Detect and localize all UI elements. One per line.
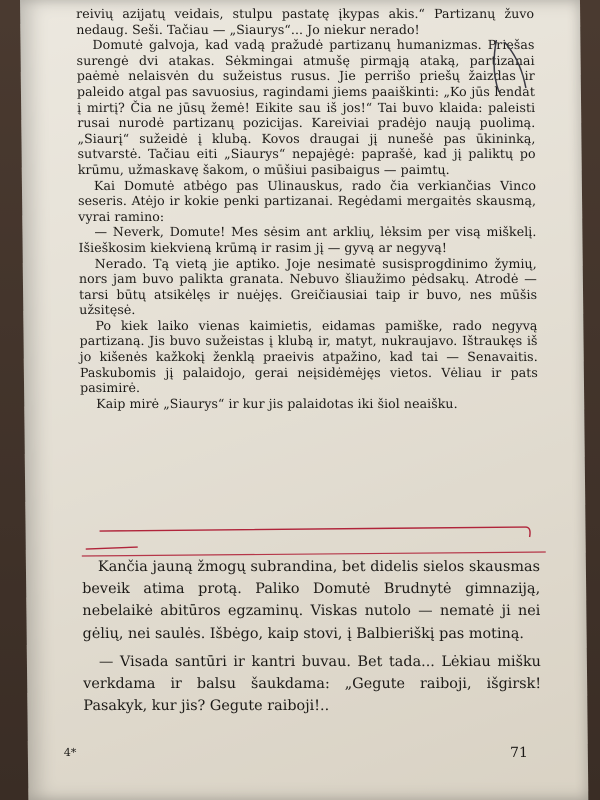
page-number: 71 [509,745,528,762]
paragraph: Domutė galvoja, kad vadą pražudė partizanų humanizmas. Priešas surengė dvi atakas. Sėkmingai atmušę pirmąją ataką, partizanai paėmė nelaisvėn du sužeistus rusus. Jie perrišo priešų žaizdas ir paleido atgal pas savuosius, ragindami jiems paaiškinti: „Ko jūs lendat į mirtį? Čia ne jūsų žemė! Eikite sau iš jos!“ Tai buvo klaida: paleisti rusai nurodė partizanų pozicijas. Kareiviai pradėjo naują puolimą. „Siaurį“ sužeidė į klubą. Kovos draugai jį nunešė pas ūkininką, sutvarstė. Tačiau eiti „Siaurys“ nepajėgė: paprašė, kad jį paliktų po krūmu, užmaskavę šakom, o mūšiui pasibaigus — paimtų. [76,37,536,177]
paragraph: — Neverk, Domute! Mes sėsim ant arklių, lėksim per visą miškelį. Išieškosim kiekvieną krūmą ir rasim jį — gyvą ar negyvą! [78,224,537,255]
small-print-block [76,6,538,411]
underlined-paragraph: Kaip mirė „Siaurys“ ir kur jis palaidotas iki šiol neaišku. [96,395,458,411]
signature-mark: 4* [63,746,77,760]
paragraph: reivių azijatų veidais, stulpu pastatę įkypas akis.“ Partizanų žuvo nedaug. Seši. Tačiau — „Siaurys“... Jo niekur nerado! [76,6,535,37]
paragraph: — Visada santūri ir kantri buvau. Bet tada... Lėkiau mišku verkdama ir balsu šaukdama: „Gegute raiboji, išgirsk! Pasakyk, kur jis? Gegute raiboji!.. [83,653,542,715]
book-page [20,0,588,800]
paragraph: Kančia jauną žmogų subrandina, bet didelis sielos skausmas beveik atima protą. Paliko Domutė Brudnytė gimnaziją, nebelaikė abitūros egzaminų. Viskas nutolo — nematė ji nei gėlių, nei saulės. Išbėgo, kaip stovi, į Balbieriškį pas motiną. [82,559,541,642]
paragraph: Po kiek laiko vienas kaimietis, eidamas pamiške, rado negyvą partizaną. Jis buvo sužeistas į klubą ir, matyt, nukraujavo. Ištraukęs iš jo kišenės kažkokį ženklą praeivis atpažino, kad tai — Senavaitis. Paskubomis jį palaidojo, gerai neįsidėmėjęs vietos. Vėliau ir pats pasimirė. [79,317,538,396]
paragraph: Kai Domutė atbėgo pas Ulinauskus, rado čia verkiančias Vinco seseris. Atėjo ir kokie penki partizanai. Regėdami mergaitės skausmą, vyrai ramino: [78,177,537,224]
paragraph: Nerado. Tą vietą jie aptiko. Joje nesimatė susisprogdinimo žymių, nors jam buvo palikta granata. Nebuvo šliaužimo pėdsakų. Atrodė — tarsi būtų atsikėlęs ir nuėjęs. Greičiausiai taip ir buvo, nes mūšis užsitęsė. [78,255,538,318]
